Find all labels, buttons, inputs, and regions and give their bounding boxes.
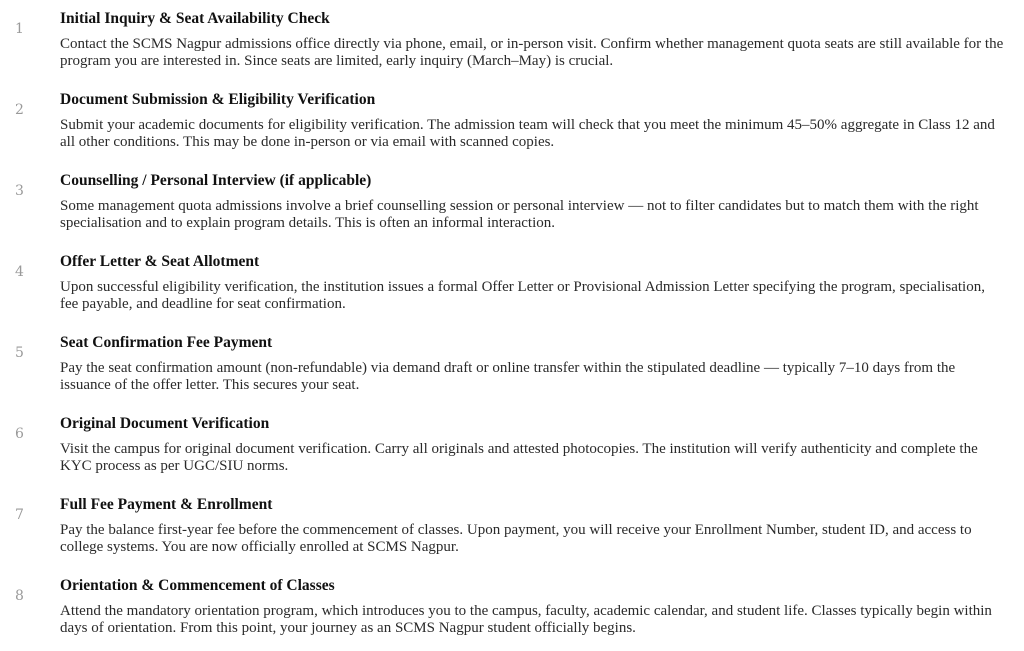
step-item xyxy=(0,567,1024,648)
step-number: 6 xyxy=(15,426,24,442)
step-item xyxy=(0,405,1024,486)
step-title: Full Fee Payment & Enrollment xyxy=(60,496,273,513)
step-item xyxy=(0,324,1024,405)
step-number: 4 xyxy=(15,264,24,280)
step-number: 2 xyxy=(15,102,24,118)
step-number: 1 xyxy=(15,21,24,37)
step-title: Offer Letter & Seat Allotment xyxy=(60,253,260,270)
step-title: Seat Confirmation Fee Payment xyxy=(60,334,273,351)
step-item xyxy=(0,81,1024,162)
step-title: Initial Inquiry & Seat Availability Check xyxy=(60,10,330,27)
step-item xyxy=(0,486,1024,567)
step-number: 8 xyxy=(15,588,24,604)
step-description: Contact the SCMS Nagpur admissions office directly via phone, email, or in-person visit. Confirm whether management quota seats are still available for the program you are interested in. Since seats are limited, early inquiry (March–May) is crucial. xyxy=(60,36,1004,69)
step-description: Submit your academic documents for eligibility verification. The admission team will check that you meet the minimum 45–50% aggregate in Class 12 and all other conditions. This may be done in-person or via email with scanned copies. xyxy=(60,117,995,150)
step-description: Visit the campus for original document verification. Carry all originals and attested photocopies. The institution will verify authenticity and complete the KYC process as per UGC/SIU norms. xyxy=(60,441,978,474)
step-title: Document Submission & Eligibility Verification xyxy=(60,91,376,108)
step-number: 3 xyxy=(15,183,24,199)
step-description: Pay the seat confirmation amount (non-refundable) via demand draft or online transfer within the stipulated deadline — typically 7–10 days from the issuance of the offer letter. This secures your seat. xyxy=(60,360,956,393)
step-item xyxy=(0,0,1024,81)
step-item xyxy=(0,243,1024,324)
step-title: Orientation & Commencement of Classes xyxy=(60,577,335,594)
step-description: Pay the balance first-year fee before the commencement of classes. Upon payment, you will receive your Enrollment Number, student ID, and access to college systems. You are now officially enrolled at SCMS Nagpur. xyxy=(60,522,972,555)
step-title: Counselling / Personal Interview (if applicable) xyxy=(60,172,372,189)
step-title: Original Document Verification xyxy=(60,415,270,432)
step-item xyxy=(0,162,1024,243)
step-number: 5 xyxy=(15,345,24,361)
step-description: Attend the mandatory orientation program, which introduces you to the campus, faculty, academic calendar, and student life. Classes typically begin within days of orientation. From this point, your journey as an SCMS Nagpur student officially begins. xyxy=(60,603,992,636)
step-description: Some management quota admissions involve a brief counselling session or personal interview — not to filter candidates but to match them with the right specialisation and to explain program details. This is often an informal interaction. xyxy=(60,198,979,231)
step-description: Upon successful eligibility verification, the institution issues a formal Offer Letter or Provisional Admission Letter specifying the program, specialisation, fee payable, and deadline for seat confirmation. xyxy=(60,279,985,312)
step-number: 7 xyxy=(15,507,24,523)
